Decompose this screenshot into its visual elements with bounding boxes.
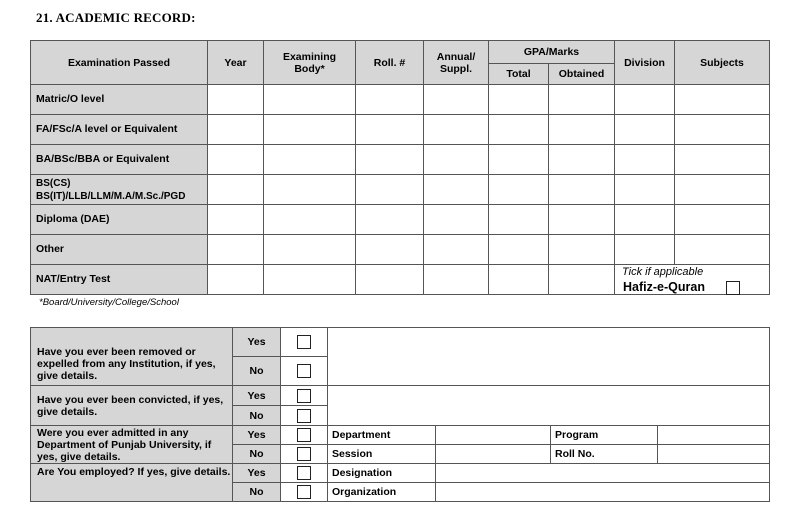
checkbox-cell — [281, 483, 328, 502]
row-label: FA/FSc/A level or Equivalent — [31, 115, 208, 145]
subjects-cell[interactable] — [675, 115, 770, 145]
session-field[interactable] — [436, 445, 551, 464]
obtained-cell[interactable] — [549, 175, 615, 205]
division-cell[interactable] — [615, 235, 675, 265]
designation-field[interactable] — [436, 464, 770, 483]
convicted-no-checkbox[interactable] — [297, 409, 311, 423]
division-cell[interactable] — [615, 175, 675, 205]
employed-no-checkbox[interactable] — [297, 485, 311, 499]
header-obtained: Obtained — [549, 64, 615, 85]
question-employed: Are You employed? If yes, give details. — [31, 464, 233, 502]
total-cell[interactable] — [489, 265, 549, 295]
checkbox-cell — [281, 464, 328, 483]
annual-cell[interactable] — [424, 145, 489, 175]
organization-field[interactable] — [436, 483, 770, 502]
footnote: *Board/University/College/School — [39, 297, 179, 308]
division-cell[interactable] — [615, 115, 675, 145]
designation-label: Designation — [328, 464, 436, 483]
checkbox-cell — [281, 445, 328, 464]
convicted-yes-checkbox[interactable] — [297, 389, 311, 403]
header-roll: Roll. # — [356, 41, 424, 85]
annual-cell[interactable] — [424, 115, 489, 145]
session-label: Session — [328, 445, 436, 464]
total-cell[interactable] — [489, 85, 549, 115]
program-field[interactable] — [658, 426, 770, 445]
division-cell[interactable] — [615, 85, 675, 115]
subjects-cell[interactable] — [675, 235, 770, 265]
employed-yes-checkbox[interactable] — [297, 466, 311, 480]
hafiz-checkbox[interactable] — [726, 281, 740, 295]
body-cell[interactable] — [264, 175, 356, 205]
row-label: Diploma (DAE) — [31, 205, 208, 235]
row-label: NAT/Entry Test — [31, 265, 208, 295]
questions-table — [30, 327, 770, 502]
total-cell[interactable] — [489, 175, 549, 205]
admitted-yes-checkbox[interactable] — [297, 428, 311, 442]
body-cell[interactable] — [264, 205, 356, 235]
body-cell[interactable] — [264, 85, 356, 115]
total-cell[interactable] — [489, 235, 549, 265]
roll-cell[interactable] — [356, 235, 424, 265]
yes-label: Yes — [233, 386, 281, 406]
header-examining-body: Examining Body* — [264, 41, 356, 85]
roll-cell[interactable] — [356, 145, 424, 175]
roll-cell[interactable] — [356, 85, 424, 115]
checkbox-cell — [281, 406, 328, 426]
department-label: Department — [328, 426, 436, 445]
yes-label: Yes — [233, 464, 281, 483]
checkbox-cell — [281, 328, 328, 357]
roll-no-field[interactable] — [658, 445, 770, 464]
organization-label: Organization — [328, 483, 436, 502]
table-row — [31, 205, 770, 235]
table-row — [31, 235, 770, 265]
subjects-cell[interactable] — [675, 205, 770, 235]
year-cell[interactable] — [208, 115, 264, 145]
no-label: No — [233, 445, 281, 464]
year-cell[interactable] — [208, 175, 264, 205]
obtained-cell[interactable] — [549, 115, 615, 145]
body-cell[interactable] — [264, 265, 356, 295]
table-row — [31, 85, 770, 115]
no-label: No — [233, 357, 281, 386]
annual-cell[interactable] — [424, 175, 489, 205]
year-cell[interactable] — [208, 205, 264, 235]
roll-cell[interactable] — [356, 175, 424, 205]
department-field[interactable] — [436, 426, 551, 445]
annual-cell[interactable] — [424, 235, 489, 265]
yes-label: Yes — [233, 328, 281, 357]
body-cell[interactable] — [264, 235, 356, 265]
roll-no-label: Roll No. — [551, 445, 658, 464]
header-gpa-marks: GPA/Marks — [489, 41, 615, 64]
no-label: No — [233, 483, 281, 502]
no-label: No — [233, 406, 281, 426]
roll-cell[interactable] — [356, 205, 424, 235]
header-total: Total — [489, 64, 549, 85]
academic-record-table — [30, 40, 770, 295]
row-label: Other — [31, 235, 208, 265]
total-cell[interactable] — [489, 145, 549, 175]
year-cell[interactable] — [208, 265, 264, 295]
header-year: Year — [208, 41, 264, 85]
header-subjects: Subjects — [675, 41, 770, 85]
subjects-cell[interactable] — [675, 85, 770, 115]
total-cell[interactable] — [489, 205, 549, 235]
removed-no-checkbox[interactable] — [297, 364, 311, 378]
year-cell[interactable] — [208, 145, 264, 175]
subjects-cell[interactable] — [675, 175, 770, 205]
tick-label: Tick if applicable — [622, 266, 704, 278]
checkbox-cell — [281, 357, 328, 386]
total-cell[interactable] — [489, 115, 549, 145]
checkbox-cell — [281, 386, 328, 406]
hafiz-cell — [615, 265, 770, 295]
table-row — [31, 175, 770, 205]
row-label: BS(CS) BS(IT)/LLB/LLM/M.A/M.Sc./PGD — [31, 175, 208, 205]
obtained-cell[interactable] — [549, 235, 615, 265]
annual-cell[interactable] — [424, 205, 489, 235]
year-cell[interactable] — [208, 235, 264, 265]
section-title: 21. ACADEMIC RECORD: — [36, 10, 196, 25]
roll-cell[interactable] — [356, 265, 424, 295]
division-cell[interactable] — [615, 145, 675, 175]
question-admitted: Were you ever admitted in any Department of Punjab University, if yes, give details. — [31, 426, 233, 464]
annual-cell[interactable] — [424, 85, 489, 115]
roll-cell[interactable] — [356, 115, 424, 145]
body-cell[interactable] — [264, 115, 356, 145]
table-row — [31, 145, 770, 175]
row-label: Matric/O level — [31, 85, 208, 115]
annual-cell[interactable] — [424, 265, 489, 295]
obtained-cell[interactable] — [549, 265, 615, 295]
header-exam: Examination Passed — [31, 41, 208, 85]
obtained-cell[interactable] — [549, 205, 615, 235]
obtained-cell[interactable] — [549, 85, 615, 115]
subjects-cell[interactable] — [675, 145, 770, 175]
body-cell[interactable] — [264, 145, 356, 175]
removed-yes-checkbox[interactable] — [297, 335, 311, 349]
question-convicted: Have you ever been convicted, if yes, give details. — [31, 386, 233, 426]
checkbox-cell — [281, 426, 328, 445]
program-label: Program — [551, 426, 658, 445]
convicted-details-field[interactable] — [328, 386, 770, 426]
row-label: BA/BSc/BBA or Equivalent — [31, 145, 208, 175]
yes-label: Yes — [233, 426, 281, 445]
header-annual-suppl: Annual/ Suppl. — [424, 41, 489, 85]
table-row — [31, 265, 770, 295]
admitted-no-checkbox[interactable] — [297, 447, 311, 461]
table-row — [31, 115, 770, 145]
question-removed: Have you ever been removed or expelled from any Institution, if yes, give details. — [31, 328, 233, 386]
division-cell[interactable] — [615, 205, 675, 235]
removed-details-field[interactable] — [328, 328, 770, 386]
year-cell[interactable] — [208, 85, 264, 115]
obtained-cell[interactable] — [549, 145, 615, 175]
hafiz-label: Hafiz-e-Quran — [623, 280, 705, 294]
header-division: Division — [615, 41, 675, 85]
